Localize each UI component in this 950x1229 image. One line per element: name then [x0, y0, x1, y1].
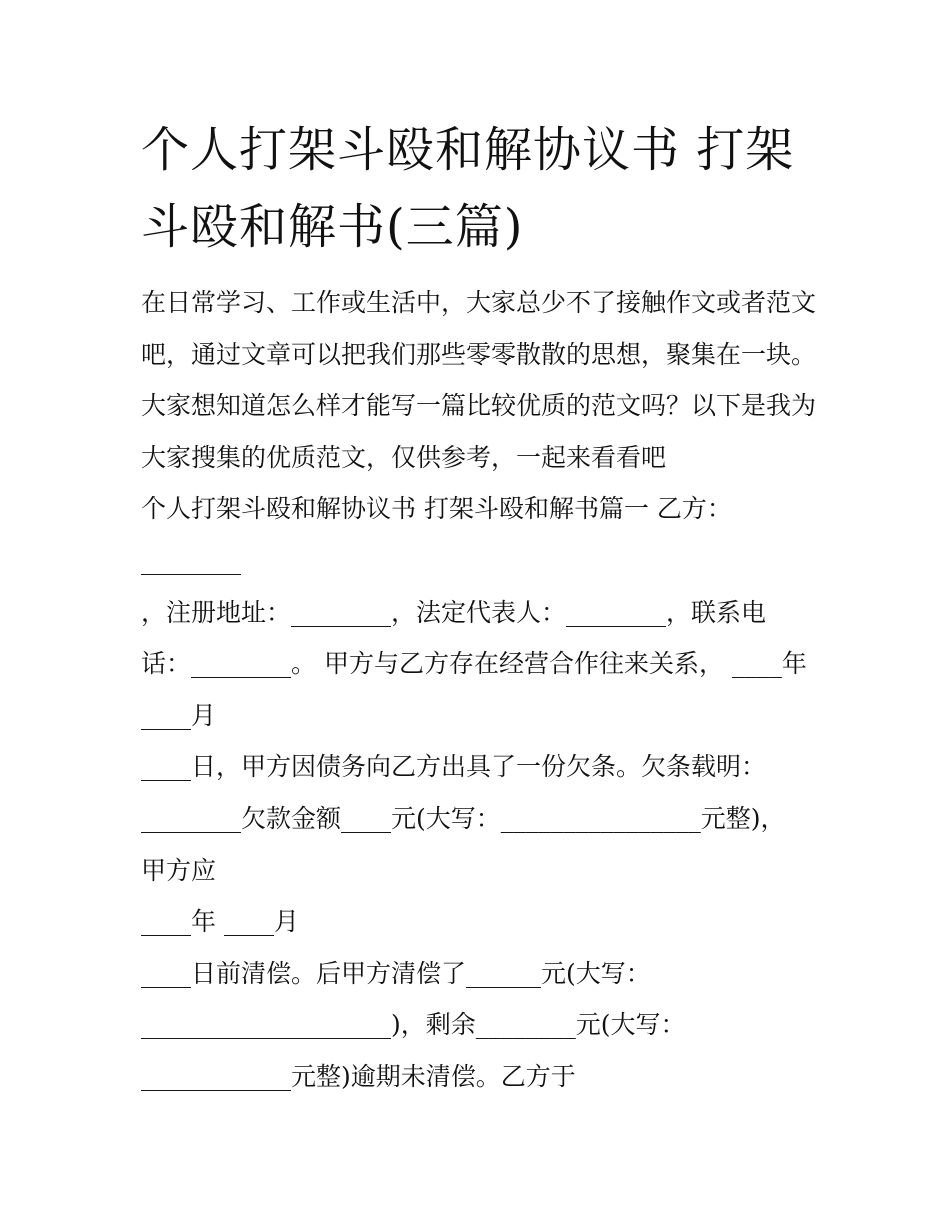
- document-title: [141, 112, 841, 266]
- body-line-intro-2: 吧，通过文章可以把我们那些零零散散的思想，聚集在一块。: [141, 339, 817, 369]
- document-body: [141, 277, 831, 1103]
- section-heading: 个人打架斗殴和解协议书 打架斗殴和解书篇一 乙方：: [141, 494, 732, 524]
- body-line-repaid: ____日前清偿。后甲方清偿了______元(大写：: [141, 958, 651, 988]
- blank-party-b: ________: [141, 545, 241, 575]
- body-line-month: ____月: [141, 700, 217, 730]
- title-line-1: 个人打架斗殴和解协议书 打架: [141, 122, 795, 178]
- body-line-overdue: ____________元整)逾期未清偿。乙方于: [141, 1061, 576, 1091]
- body-line-year-month: ____年 ____月: [141, 907, 299, 937]
- body-line-intro-4: 大家搜集的优质范文，仅供参考，一起来看看吧: [141, 442, 667, 472]
- body-line-intro-1: 在日常学习、工作或生活中，大家总少不了接触作文或者范文: [141, 288, 817, 317]
- body-line-amount: ________欠款金额____元(大写：________________元整)，: [141, 803, 786, 833]
- body-line-phone: 话：________。 甲方与乙方存在经营合作往来关系， ____年: [141, 649, 807, 679]
- title-line-2: 斗殴和解书(三篇): [141, 199, 524, 255]
- body-line-party-a: 甲方应: [141, 855, 217, 885]
- body-line-intro-3: 大家想知道怎么样才能写一篇比较优质的范文吗？以下是我为: [141, 391, 817, 421]
- body-line-address: ，注册地址：________，法定代表人：________，联系电: [141, 597, 767, 627]
- body-line-remaining: ____________________)，剩余________元(大写：: [141, 1010, 686, 1040]
- body-line-day-iou: ____日，甲方因债务向乙方出具了一份欠条。欠条载明：: [141, 752, 767, 782]
